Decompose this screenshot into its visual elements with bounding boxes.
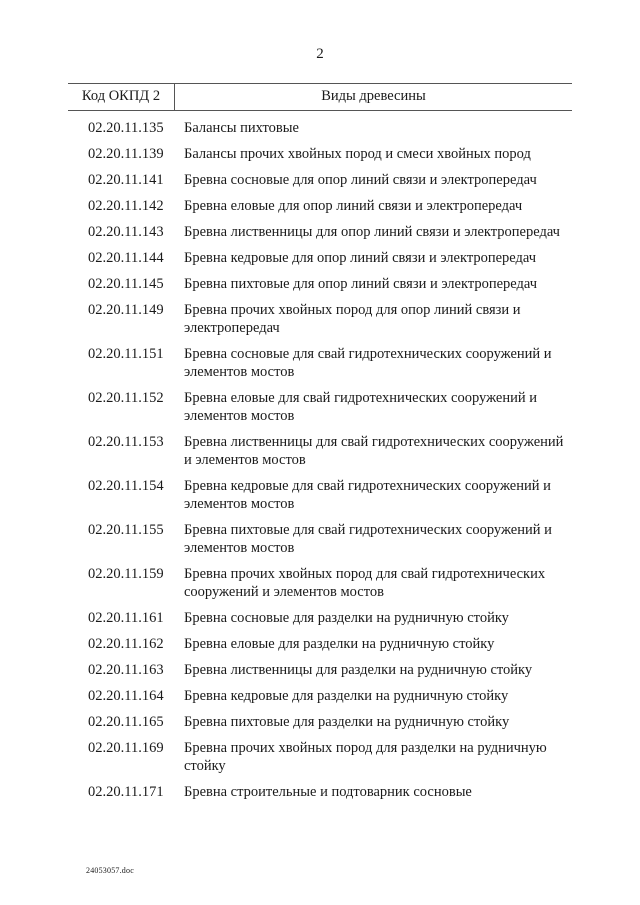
row-code: 02.20.11.149 — [88, 302, 164, 318]
row-name: Балансы пихтовые — [184, 120, 299, 136]
row-name: Бревна прочих хвойных пород для свай гидротехнических сооружений и элементов мостов — [184, 566, 546, 600]
row-name: Бревна еловые для опор линий связи и электропередач — [184, 198, 523, 214]
row-code: 02.20.11.142 — [88, 198, 164, 214]
table-row — [88, 145, 574, 163]
table-body — [88, 119, 574, 809]
table-row — [88, 389, 574, 425]
table-row — [88, 197, 574, 215]
row-name: Бревна пихтовые для разделки на рудничную стойку — [184, 714, 510, 730]
header-code: Код ОКПД 2 — [68, 84, 175, 110]
row-code: 02.20.11.162 — [88, 636, 164, 652]
row-code: 02.20.11.155 — [88, 522, 164, 538]
table-row — [88, 661, 574, 679]
footer-filename: 24053057.doc — [86, 866, 134, 875]
table-row — [88, 249, 574, 267]
row-name: Бревна кедровые для опор линий связи и электропередач — [184, 250, 537, 266]
row-code: 02.20.11.169 — [88, 740, 164, 756]
row-code: 02.20.11.161 — [88, 610, 164, 626]
row-code: 02.20.11.165 — [88, 714, 164, 730]
table-row — [88, 223, 574, 241]
row-code: 02.20.11.151 — [88, 346, 164, 362]
row-name: Бревна лиственницы для разделки на рудничную стойку — [184, 662, 533, 678]
row-name: Бревна кедровые для свай гидротехнических сооружений и элементов мостов — [184, 478, 551, 512]
row-name: Бревна сосновые для свай гидротехнических сооружений и элементов мостов — [184, 346, 552, 380]
table-row — [88, 301, 574, 337]
table-header — [68, 83, 572, 111]
row-code: 02.20.11.144 — [88, 250, 164, 266]
table-row — [88, 783, 574, 801]
row-name: Бревна пихтовые для свай гидротехнических сооружений и элементов мостов — [184, 522, 552, 556]
table-row — [88, 521, 574, 557]
table-row — [88, 119, 574, 137]
table-row — [88, 687, 574, 705]
row-name: Бревна лиственницы для свай гидротехнических сооружений и элементов мостов — [184, 434, 564, 468]
row-name: Бревна сосновые для разделки на рудничную стойку — [184, 610, 509, 626]
row-name: Бревна еловые для разделки на рудничную стойку — [184, 636, 495, 652]
row-name: Бревна строительные и подтоварник сосновые — [184, 784, 472, 800]
row-code: 02.20.11.145 — [88, 276, 164, 292]
table-row — [88, 739, 574, 775]
row-code: 02.20.11.143 — [88, 224, 164, 240]
row-name: Бревна прочих хвойных пород для разделки на рудничную стойку — [184, 740, 547, 774]
row-code: 02.20.11.153 — [88, 434, 164, 450]
table-row — [88, 433, 574, 469]
row-name: Бревна сосновые для опор линий связи и электропередач — [184, 172, 537, 188]
table-row — [88, 275, 574, 293]
row-code: 02.20.11.164 — [88, 688, 164, 704]
row-code: 02.20.11.141 — [88, 172, 164, 188]
table-row — [88, 609, 574, 627]
row-code: 02.20.11.139 — [88, 146, 164, 162]
table-row — [88, 477, 574, 513]
row-code: 02.20.11.135 — [88, 120, 164, 136]
header-name: Виды древесины — [321, 88, 426, 104]
page-number: 2 — [316, 46, 324, 62]
table-row — [88, 171, 574, 189]
row-code: 02.20.11.159 — [88, 566, 164, 582]
row-name: Балансы прочих хвойных пород и смеси хвойных пород — [184, 146, 531, 162]
table-row — [88, 345, 574, 381]
row-name: Бревна еловые для свай гидротехнических сооружений и элементов мостов — [184, 390, 537, 424]
table-row — [88, 635, 574, 653]
row-name: Бревна прочих хвойных пород для опор линий связи и электропередач — [184, 302, 521, 336]
table-row — [88, 565, 574, 601]
row-code: 02.20.11.154 — [88, 478, 164, 494]
row-code: 02.20.11.171 — [88, 784, 164, 800]
row-name: Бревна лиственницы для опор линий связи и электропередач — [184, 224, 560, 240]
row-code: 02.20.11.152 — [88, 390, 164, 406]
row-name: Бревна кедровые для разделки на рудничную стойку — [184, 688, 509, 704]
row-code: 02.20.11.163 — [88, 662, 164, 678]
row-name: Бревна пихтовые для опор линий связи и электропередач — [184, 276, 538, 292]
table-row — [88, 713, 574, 731]
